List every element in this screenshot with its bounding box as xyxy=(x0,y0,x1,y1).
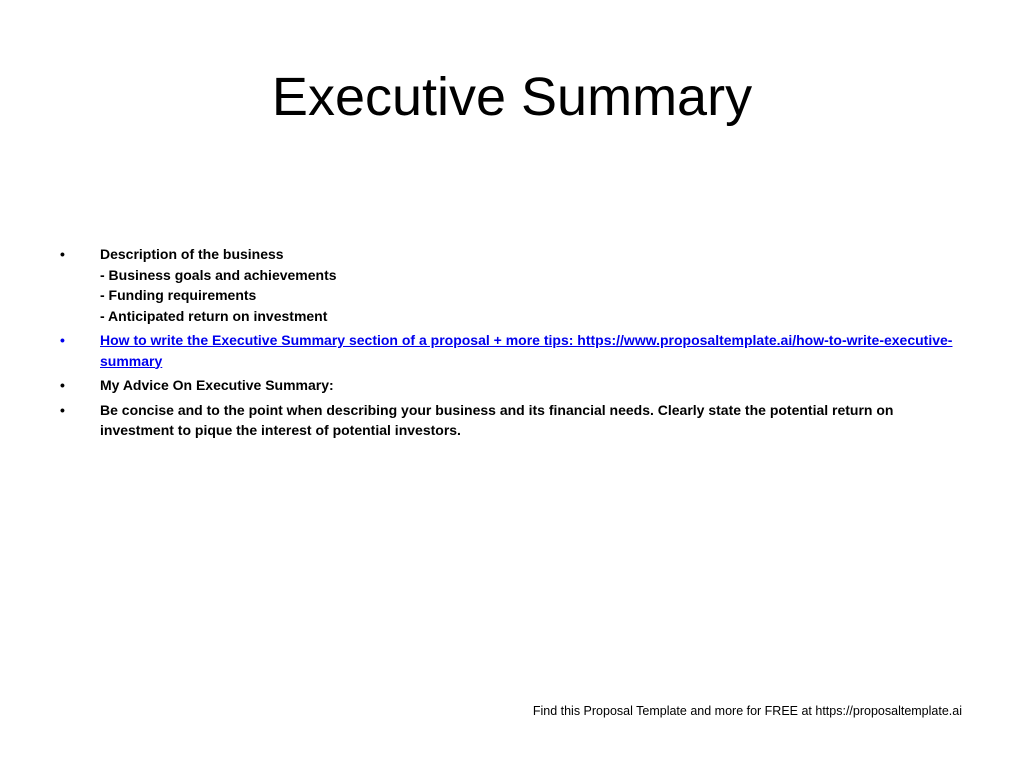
bullet-item-advice xyxy=(60,400,970,441)
bullet-icon: • xyxy=(60,377,65,393)
bullet-icon: • xyxy=(60,246,65,262)
bullet-item-link xyxy=(60,330,970,371)
slide-title: Executive Summary xyxy=(271,67,753,127)
bullet-icon: • xyxy=(60,332,65,348)
bullet-item-advice-heading xyxy=(60,375,970,396)
footer-note: Find this Proposal Template and more for FREE at https://proposaltemplate.ai xyxy=(532,704,962,718)
bullet-line: Description of the business xyxy=(100,246,284,262)
bullet-list xyxy=(60,244,970,445)
bullet-text: Be concise and to the point when describing your business and its financial needs. Clearly state the potential return on investment to pique the interest of potential investors. xyxy=(100,401,894,438)
bullet-icon: • xyxy=(60,401,65,418)
bullet-line: - Funding requirements xyxy=(100,287,257,303)
bullet-text: My Advice On Executive Summary: xyxy=(100,377,334,393)
bullet-item-description xyxy=(60,244,970,326)
bullet-line: - Anticipated return on investment xyxy=(100,307,328,324)
bullet-line: - Business goals and achievements xyxy=(100,266,337,283)
executive-summary-link[interactable]: How to write the Executive Summary section of a proposal + more tips: https://www.proposaltemplate.ai/how-to-write-executive-summary xyxy=(100,332,953,369)
